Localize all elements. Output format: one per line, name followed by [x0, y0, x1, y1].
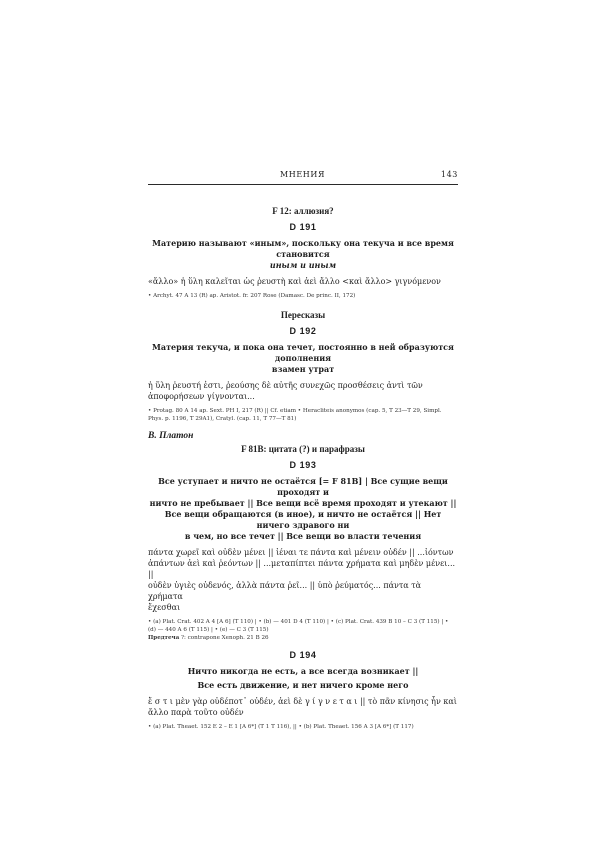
page-body	[148, 206, 458, 731]
d193-references-line-1: • (a) Plat. Crat. 402 A 4 [A 6] (T 110) | • (b) — 401 D 4 (T 110) | • (c) Plat. Crat. 439 B 10 – C 3 (T 115) | •	[148, 619, 449, 625]
paraphrases-title: Пересказы	[280, 310, 326, 320]
d194-translation-line-2: Все есть движение, и нет ничего кроме него	[197, 680, 409, 690]
d191-label: D 191	[289, 222, 317, 232]
fragment-f12-title: F 12: аллюзия?	[272, 206, 334, 216]
d192-translation-line-1: Материя текуча, и пока она течет, постоянно в ней образуются дополнения	[152, 342, 454, 363]
d194-greek-line-1: ἔ σ τ ι μὲν γὰρ οὐδέποτ᾽ οὐδέν, ἀεὶ δὲ γ ί γ ν ε τ α ι || τὸ πᾶν κίνησις ἦν καὶ	[148, 697, 457, 706]
d194-label: D 194	[289, 650, 317, 660]
d193-greek-line-1: πάντα χωρεῖ καὶ οὐδὲν μένει || ἰέναι τε πάντα καὶ μένειν οὐδέν || ...ἰόντων	[148, 548, 454, 557]
precursor-text: ?: contrapone Xenoph. 21 B 26	[181, 635, 269, 641]
d193-translation-line-4: в чем, но все течет || Все вещи во власти течения	[184, 531, 422, 541]
d192-greek-line-2: ἀποφορήσεων γίγνονται...	[148, 392, 255, 401]
d192-translation-line-2: взамен утрат	[271, 364, 335, 374]
d191-translation-line-1: Материю называют «иным», поскольку она текуча и все время становится	[152, 238, 454, 259]
d192-references-line-1: • Protag. 80 A 14 ap. Sext. PH I, 217 (R) || Cf. etiam • Heracliteis anonymos (cap. 5, T 23—T 29, Simpl.	[148, 408, 442, 414]
d193-references-line-2: (d) — 440 A 6 (T 115) | • (e) — C 3 (T 115)	[148, 627, 269, 633]
d193-translation-line-1: Все уступает и ничто не остаётся [= F 81B] | Все сущие вещи проходят и	[158, 476, 448, 497]
d192-greek-line-1: ἡ ὕλη ῥευστή ἐστι, ῥεούσης δὲ αὐτῆς συνεχῶς προσθέσεις ἀντὶ τῶν	[148, 381, 423, 390]
d194-translation-line-1: Ничто никогда не есть, а все всегда возникает ||	[187, 666, 419, 676]
d193-precursor-note	[148, 634, 458, 642]
precursor-label: Предтеча	[148, 635, 180, 641]
d191-greek: «ἄλλο» ἡ ὕλη καλεῖται ὡς ῥευστὴ καὶ ἀεὶ ἄλλο <καὶ ἄλλο> γιγνόμενον	[148, 277, 441, 286]
section-title-plato: B. Платон	[148, 431, 194, 441]
d193-greek-line-4: ἔχεσθαι	[148, 603, 181, 612]
d192-label: D 192	[289, 326, 317, 336]
running-title: МНЕНИЯ	[280, 170, 326, 179]
d191-references: • Archyt. 47 A 13 (R) ap. Aristot. fr. 207 Rose (Damasc. De princ. II, 172)	[148, 293, 356, 299]
d193-greek-line-3: οὐδὲν ὑγιὲς οὐδενός, ἀλλὰ πάντα ῥεῖ... || ὑπὸ ῥεύματός... πάντα τὰ χρήματα	[148, 581, 422, 601]
d194-references: • (a) Plat. Theaet. 152 E 2 – E 1 [A 6*] (T 1 T 116), || • (b) Plat. Theaet. 156 A 3 [A 6*] (T 117)	[148, 724, 414, 730]
d193-translation-line-2: ничто не пребывает || Все вещи всё время проходят и утекают ||	[149, 498, 457, 508]
d191-translation-line-2: иным и иным	[269, 260, 337, 270]
page-number: 143	[440, 170, 458, 179]
d193-label: D 193	[289, 460, 317, 470]
d193-translation-line-3: Все вещи обращаются (в иное), и ничто не остаётся || Нет ничего здравого ни	[164, 509, 442, 530]
d194-greek-line-2: ἄλλο παρὰ τοῦτο οὐδέν	[148, 708, 244, 717]
fragment-f81b-title: F 81B: цитата (?) и парафразы	[241, 444, 365, 454]
d193-greek-line-2: ἁπάντων ἀεὶ καὶ ῥεόντων || ...μεταπίπτει πάντα χρήματα καὶ μηδὲν μένει... ||	[148, 559, 456, 579]
d192-references-line-2: Phys. p. 1196, T 29A1), Cratyl. (cap. 11, T 77—T 81)	[148, 416, 297, 422]
header-rule	[148, 184, 458, 185]
